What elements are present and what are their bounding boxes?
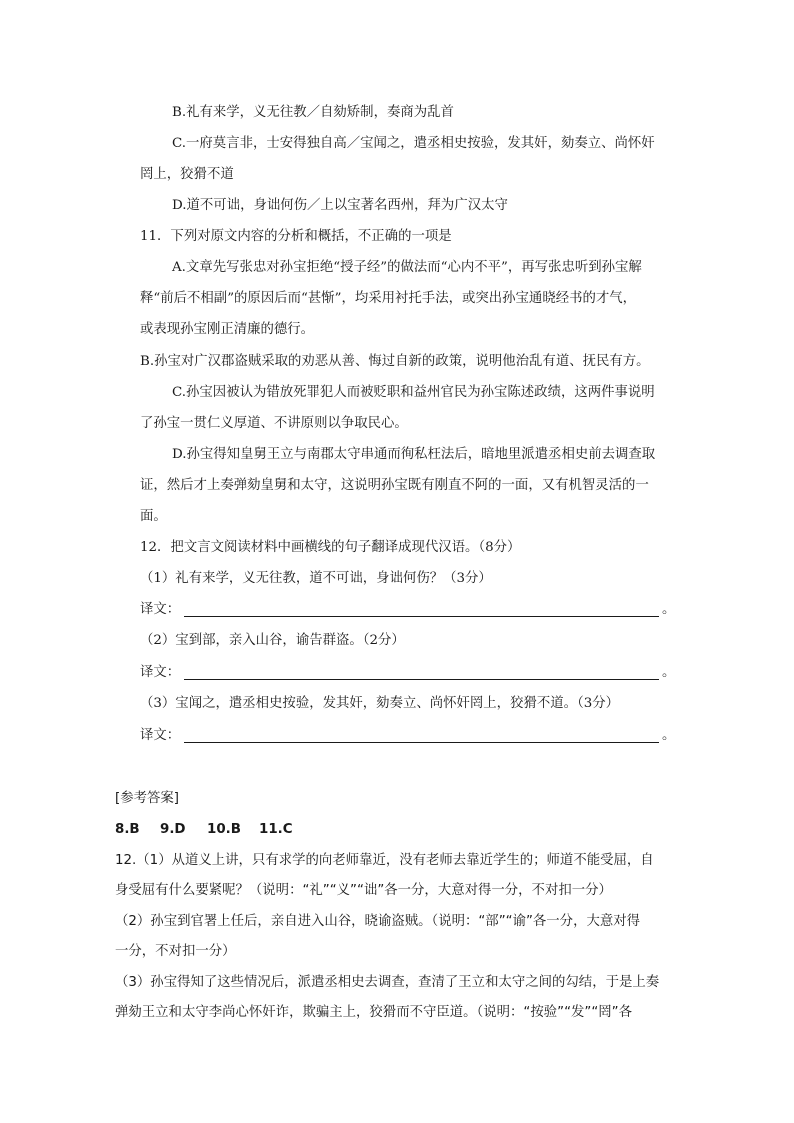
translation-label-1: 译文： (140, 602, 181, 617)
answer-12-3-line2: 弹劾王立和太守李尚心怀奸诈，欺骗主上，狡猾而不守臣道。（说明：“按验”“发”“罔”各 (115, 1005, 632, 1020)
translation-end-3: 。 (662, 728, 676, 743)
q12-sentence-3: （3）宝闻之，遣丞相史按验，发其奸，劾奏立、尚怀奸罔上，狡猾不道。（3分） (140, 696, 620, 711)
answers-heading: [参考答案] (115, 791, 180, 806)
translation-label-3: 译文： (140, 728, 181, 743)
answer-12-1-line2: 身受屈有什么要紧呢？（说明：“礼”“义”“诎”各一分，大意对得一分，不对扣一分） (115, 883, 612, 898)
q11-option-c-line1: C.孙宝因被认为错放死罪犯人而被贬职和益州官民为孙宝陈述政绩，这两件事说明 (172, 385, 655, 400)
q10-option-d: D.道不可诎，身诎何伤／上以宝著名西州，拜为广汉太守 (172, 198, 508, 213)
translation-end-1: 。 (662, 602, 676, 617)
q10-option-c-line1: C.一府莫言非，士安得独自高／宝闻之，遣丞相史按验，发其奸，劾奏立、尚怀奸 (172, 136, 655, 151)
q11-stem: 11．下列对原文内容的分析和概括，不正确的一项是 (140, 229, 452, 244)
q12-sentence-1: （1）礼有来学，义无往教，道不可诎，身诎何伤？（3分） (140, 571, 492, 586)
translation-end-2: 。 (662, 665, 676, 680)
q11-option-a-line1: A.文章先写张忠对孙宝拒绝“授子经”的做法而“心内不平”，再写张忠听到孙宝解 (172, 260, 642, 275)
answer-10: 10.B (207, 822, 241, 837)
q12-stem: 12．把文言文阅读材料中画横线的句子翻译成现代汉语。（8分） (140, 540, 521, 555)
answer-8: 8.B (115, 822, 140, 837)
answer-12-2-line2: 一分，不对扣一分） (115, 944, 236, 959)
answer-12-1-line1: 12.（1）从道义上讲，只有求学的向老师靠近，没有老师去靠近学生的；师道不能受屈，自 (115, 853, 654, 868)
q11-option-d-line3: 面。 (140, 509, 167, 524)
answer-12-2-line1: （2）孙宝到官署上任后，亲自进入山谷，晓谕盗贼。（说明：“部”“谕”各一分，大意对得 (115, 914, 641, 929)
q12-sentence-2: （2）宝到部，亲入山谷，谕告群盗。（2分） (140, 633, 405, 648)
q11-option-d-line1: D.孙宝得知皇舅王立与南郡太守串通而徇私枉法后，暗地里派遣丞相史前去调查取 (172, 447, 656, 462)
q11-option-a-line2: 释“前后不相副”的原因后而“甚惭”，均采用衬托手法，或突出孙宝通晓经书的才气， (140, 291, 637, 306)
translation-line-2[interactable] (184, 679, 659, 680)
q11-option-a-line3: 或表现孙宝刚正清廉的德行。 (140, 322, 315, 337)
q11-option-d-line2: 证，然后才上奏弹劾皇舅和太守，这说明孙宝既有刚直不阿的一面，又有机智灵活的一 (140, 478, 649, 493)
q10-option-c-line2: 罔上，狡猾不道 (140, 167, 234, 182)
translation-label-2: 译文： (140, 665, 181, 680)
q11-option-c-line2: 了孙宝一贯仁义厚道、不讲原则以争取民心。 (140, 416, 408, 431)
translation-line-1[interactable] (184, 616, 659, 617)
q11-option-b: B.孙宝对广汉郡盗贼采取的劝恶从善、悔过自新的政策，说明他治乱有道、抚民有方。 (140, 354, 650, 369)
translation-line-3[interactable] (184, 742, 659, 743)
answer-12-3-line1: （3）孙宝得知了这些情况后，派遣丞相史去调查，查清了王立和太守之间的勾结，于是上奏 (115, 975, 660, 990)
q10-option-b: B.礼有来学，义无往教／自劾矫制，奏商为乱首 (172, 105, 454, 120)
answer-11: 11.C (259, 822, 293, 837)
answer-9: 9.D (160, 822, 186, 837)
